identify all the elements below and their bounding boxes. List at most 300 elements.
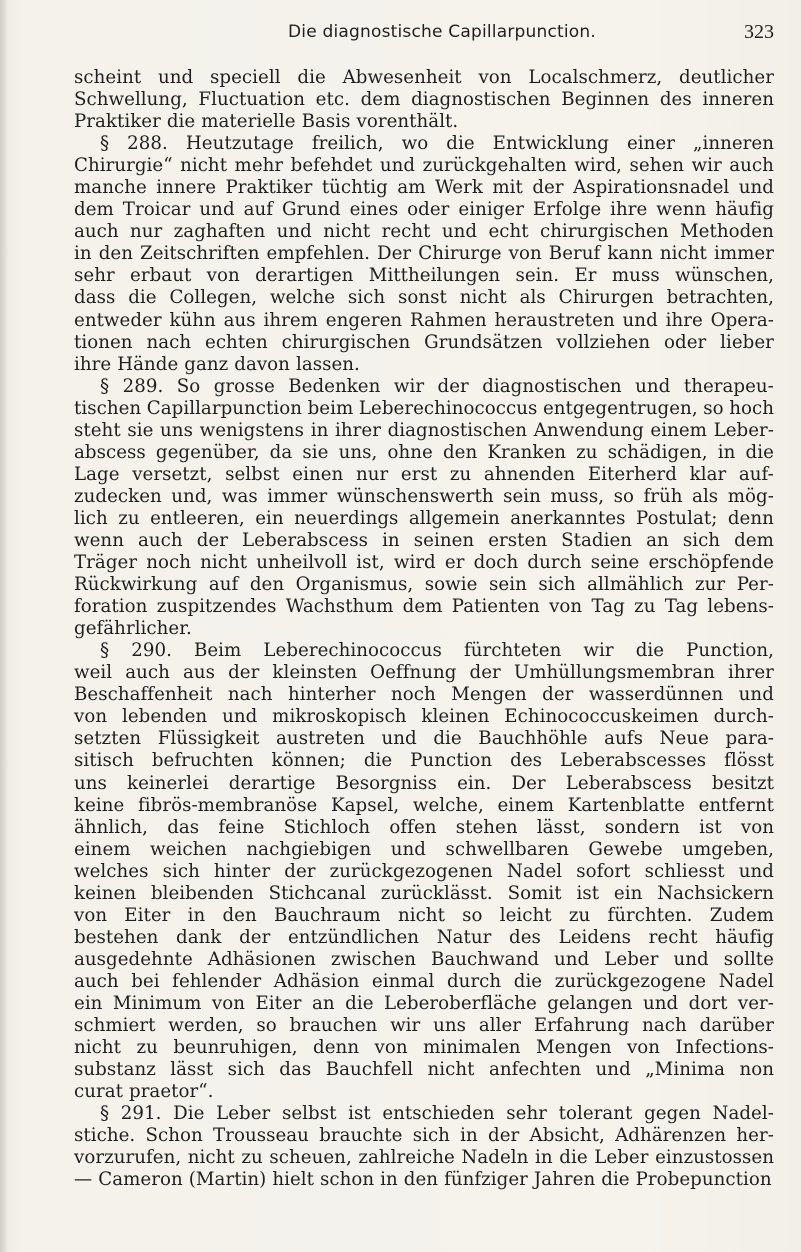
text-word: an	[312, 992, 335, 1014]
text-word: als	[692, 485, 719, 507]
text-word: lieber	[720, 331, 774, 353]
text-line	[74, 1037, 774, 1059]
text-line	[74, 442, 774, 464]
text-word: so	[613, 485, 634, 507]
text-word: ist	[699, 816, 722, 838]
text-word: abscess	[74, 441, 146, 463]
text-line	[74, 177, 774, 199]
text-word: noch	[391, 684, 436, 706]
text-word: in	[310, 419, 329, 441]
text-line	[74, 464, 774, 486]
text-word: §	[100, 640, 110, 662]
text-word: Erfahrung	[533, 1015, 630, 1037]
text-word: und	[381, 728, 417, 750]
text-word: chirurgischen	[539, 221, 669, 243]
text-word: versetzt,	[132, 463, 213, 485]
text-word: ersten	[488, 529, 548, 551]
text-line	[74, 354, 774, 376]
text-word: austreten	[276, 728, 365, 750]
text-word: wasserdünnen	[588, 684, 724, 706]
text-word: eines	[349, 199, 399, 221]
text-word: nach	[227, 684, 273, 706]
text-word: „Minima	[645, 1059, 726, 1081]
text-word: nicht	[323, 221, 371, 243]
text-word: ein	[255, 507, 284, 529]
text-word: Aspirationsnadel	[573, 177, 730, 199]
text-line	[74, 574, 774, 596]
text-line	[74, 376, 774, 398]
text-word: scheuen,	[269, 1147, 352, 1169]
text-word: Werk	[435, 177, 483, 199]
text-word: allgemein	[408, 507, 500, 529]
text-word: zurücklässt.	[380, 882, 493, 904]
text-word: „inneren	[692, 133, 774, 155]
text-word: welche	[269, 287, 336, 309]
text-word: ver-	[737, 992, 774, 1014]
text-word: Punction	[410, 750, 493, 772]
text-word: Capillarpunction	[146, 397, 303, 419]
text-word: leicht	[499, 904, 552, 926]
text-word: Schwellung,	[74, 89, 188, 111]
text-word: sie	[302, 441, 329, 463]
text-word: häufig	[715, 926, 774, 948]
text-line	[74, 883, 774, 905]
text-word: wenn	[656, 199, 707, 221]
text-word: Somit	[507, 882, 562, 904]
text-word: einmal	[371, 970, 435, 992]
text-word: sehr	[74, 265, 115, 287]
text-word: Er	[574, 265, 597, 287]
text-word: anfechten	[488, 1059, 582, 1081]
text-word: 290.	[131, 640, 172, 662]
text-word: von	[74, 904, 108, 926]
text-word: zurückgehalten	[422, 155, 567, 177]
text-word: 288.	[127, 133, 168, 155]
text-word: fürchteten	[463, 640, 562, 662]
text-word: einiger	[458, 199, 524, 221]
text-line	[74, 420, 774, 442]
text-word: ihre	[74, 353, 112, 375]
text-word: die	[363, 750, 393, 772]
text-word: Kapsel,	[331, 794, 400, 816]
text-word: kühn	[169, 309, 216, 331]
text-word: aus	[182, 662, 216, 684]
text-word: so	[462, 904, 483, 926]
text-line	[74, 199, 774, 221]
text-word: stehen	[455, 816, 518, 838]
text-word: Der	[376, 243, 412, 265]
text-word: zu	[118, 507, 140, 529]
text-word: Patienten	[451, 596, 540, 618]
text-word: auch	[138, 529, 183, 551]
text-word: zaghaften	[173, 221, 266, 243]
text-word: mikroskopisch	[272, 706, 407, 728]
text-word: deutlicher	[679, 67, 774, 88]
text-word: sitisch	[74, 750, 134, 772]
text-word: den	[249, 574, 285, 596]
text-word: hinterher	[287, 684, 376, 706]
text-line	[74, 1015, 774, 1037]
text-word: Organismus,	[295, 574, 414, 596]
text-word: Entwicklung	[492, 133, 609, 155]
text-word: nicht	[74, 1037, 121, 1059]
text-word: welches	[74, 860, 149, 882]
text-word: nur	[355, 463, 389, 485]
text-word: der	[532, 177, 564, 199]
text-word: freilich,	[311, 133, 384, 155]
text-word: vollziehen	[556, 331, 651, 353]
text-word: lässt	[170, 1059, 214, 1081]
text-word: So	[176, 375, 201, 397]
text-word: §	[100, 1103, 110, 1125]
text-word: dort	[688, 992, 728, 1014]
text-word: am	[397, 177, 426, 199]
text-word: einer	[626, 133, 675, 155]
text-word: und	[738, 860, 774, 882]
text-word: nicht	[187, 1147, 235, 1169]
text-word: Bauchhöhle	[478, 728, 588, 750]
text-line	[74, 905, 774, 927]
text-word: Nadel	[718, 970, 774, 992]
text-line	[74, 89, 774, 111]
text-word: hielt	[272, 1169, 314, 1191]
text-word: an	[646, 529, 669, 551]
text-word: Zeitschriften	[140, 243, 260, 265]
text-word: dem	[402, 596, 443, 618]
text-word: Methoden	[679, 221, 774, 243]
text-word: von	[206, 265, 240, 287]
text-word: und,	[171, 485, 213, 507]
text-word: schon	[320, 1169, 375, 1191]
text-word: Natur	[436, 926, 492, 948]
text-word: brauchen	[289, 1015, 378, 1037]
text-word: in	[460, 1125, 478, 1147]
text-word: denn	[727, 507, 774, 529]
text-word: Bauchraum	[273, 904, 381, 926]
text-word: Trousseau	[213, 1125, 309, 1147]
binding-shadow	[0, 0, 8, 1252]
text-word: Träger	[74, 552, 138, 574]
text-word: Nadel	[506, 860, 563, 882]
text-word: das	[167, 816, 200, 838]
text-word: Leber	[216, 1103, 271, 1125]
text-word: Leberabscesses	[559, 750, 707, 772]
text-word: in	[382, 529, 400, 551]
text-word: wir	[390, 1015, 421, 1037]
text-word: wir	[393, 375, 425, 397]
text-word: zu	[449, 463, 472, 485]
text-word: sein	[503, 485, 541, 507]
text-word: substanz	[74, 1059, 156, 1081]
text-word: der	[437, 375, 469, 397]
text-word: inneren	[702, 89, 774, 111]
text-word: von	[549, 596, 583, 618]
text-word: ahnenden	[483, 463, 576, 485]
text-word: Eiter	[124, 904, 171, 926]
text-word: des	[509, 926, 541, 948]
text-word: dem	[74, 199, 114, 221]
text-word: sollte	[723, 948, 774, 970]
text-word: und	[158, 67, 194, 88]
text-word: wenn	[74, 529, 124, 551]
text-line	[74, 1081, 774, 1103]
text-word: uns	[433, 1015, 467, 1037]
text-word: Bedenken	[288, 375, 381, 397]
text-word: schmiert	[74, 1015, 156, 1037]
text-word: echten	[205, 331, 268, 353]
text-word: Leidens	[558, 926, 632, 948]
text-word: immer	[713, 243, 774, 265]
text-word: von	[74, 706, 108, 728]
text-word: Chirurgen	[558, 287, 654, 309]
text-word: befehdet	[290, 155, 373, 177]
text-word: Erfolge	[532, 199, 602, 221]
text-word: Mengen	[451, 684, 527, 706]
text-word: in	[717, 441, 736, 463]
text-word: können;	[271, 750, 346, 772]
text-word: den	[98, 243, 133, 265]
text-word: manche	[74, 177, 147, 199]
text-word: Kartenblatte	[567, 794, 685, 816]
text-word: recht	[648, 926, 698, 948]
text-word: die	[128, 287, 157, 309]
text-word: gegen	[644, 1103, 701, 1125]
text-word: ihrer	[335, 419, 381, 441]
text-word: entfernt	[698, 794, 774, 816]
text-line	[74, 287, 774, 309]
text-word: sondern	[604, 816, 680, 838]
text-line	[74, 684, 774, 706]
text-word: 291.	[120, 1103, 162, 1125]
text-word: sehen	[629, 155, 685, 177]
text-word: die	[166, 111, 196, 133]
text-word: auf-	[738, 463, 774, 485]
text-word: beim	[307, 397, 354, 419]
text-word: in	[187, 904, 206, 926]
text-word: durch	[446, 970, 502, 992]
text-line	[74, 596, 774, 618]
text-word: immer	[267, 485, 328, 507]
text-word: und	[738, 684, 774, 706]
text-word: Oeffnung	[370, 662, 457, 684]
text-word: ist	[576, 882, 600, 904]
text-word: entleeren,	[150, 507, 245, 529]
text-word: ein.	[457, 772, 492, 794]
text-word: zurückgezogenen	[329, 860, 493, 882]
text-word: Neue	[659, 728, 709, 750]
text-word: keinen	[74, 882, 137, 904]
text-word: auch	[125, 662, 170, 684]
text-word: Gewebe	[588, 838, 663, 860]
text-word: von	[740, 816, 774, 838]
text-word: brauchte	[319, 1125, 403, 1147]
text-word: sich	[227, 1059, 265, 1081]
text-word: (Martin)	[188, 1169, 267, 1191]
text-word: sein	[489, 574, 527, 596]
text-word: und	[222, 706, 258, 728]
text-word: lich	[74, 507, 108, 529]
text-word: und	[390, 838, 426, 860]
text-word: Infections-	[675, 1037, 774, 1059]
text-word: zuspitzendes	[156, 596, 277, 618]
text-word: noch	[146, 552, 191, 574]
text-word: schwellbaren	[445, 838, 569, 860]
text-word: nicht	[459, 287, 507, 309]
text-word: Rückwirkung	[74, 574, 198, 596]
text-word: Beim	[193, 640, 242, 662]
text-word: sowie	[424, 574, 478, 596]
page-body-text	[74, 67, 774, 1191]
text-word: seinen	[413, 529, 475, 551]
text-word: wir	[691, 155, 722, 177]
text-word: praetor“.	[129, 1081, 214, 1103]
text-word: wenigstens	[199, 419, 305, 441]
text-word: umgeben,	[682, 838, 774, 860]
text-word: Chirurgie“	[74, 155, 173, 177]
text-line	[74, 861, 774, 883]
text-line	[74, 839, 774, 861]
text-word: engeren	[325, 309, 403, 331]
text-word: ganz	[184, 353, 229, 375]
text-word: der	[239, 926, 271, 948]
text-word: gegenüber,	[155, 441, 260, 463]
text-word: chirurgischen	[281, 331, 411, 353]
text-word: selbst	[225, 463, 280, 485]
text-word: aller	[478, 1015, 522, 1037]
text-word: erbaut	[130, 265, 192, 287]
text-word: der	[469, 662, 501, 684]
text-word: lebens-	[707, 596, 774, 618]
text-word: zu	[241, 1147, 263, 1169]
text-word: derartige	[228, 772, 316, 794]
text-word: Stichloch	[283, 816, 371, 838]
text-word: muss,	[550, 485, 605, 507]
text-word: Mittheilungen	[368, 265, 501, 287]
text-word: zur	[695, 574, 726, 596]
running-title: Die diagnostische Capillarpunction.	[288, 22, 596, 42]
text-word: Rahmen	[410, 309, 487, 331]
text-word: dem	[734, 529, 774, 551]
text-word: ein	[74, 992, 103, 1014]
text-word: minimalen	[423, 1037, 521, 1059]
text-word: sich	[682, 529, 721, 551]
text-word: diagnostischen	[387, 419, 528, 441]
text-word: §	[100, 375, 110, 397]
text-word: befruchten	[151, 750, 254, 772]
text-word: speciell	[210, 67, 281, 88]
text-word: Heutzutage	[185, 133, 294, 155]
text-word: muss	[611, 265, 660, 287]
text-word: und	[622, 309, 658, 331]
text-line	[74, 221, 774, 243]
text-word: und	[199, 199, 235, 221]
text-word: dass	[74, 287, 116, 309]
text-word: ähnlich,	[74, 816, 148, 838]
text-line	[74, 1169, 774, 1191]
text-word: nach	[146, 331, 192, 353]
text-word: aus	[223, 309, 256, 331]
text-word: Leberoberfläche	[383, 992, 537, 1014]
text-word: ist,	[356, 552, 385, 574]
text-word: einem	[74, 838, 131, 860]
text-word: die	[446, 133, 475, 155]
text-word: nur	[130, 221, 163, 243]
text-word: flösst	[724, 750, 774, 772]
text-word: Grund	[282, 199, 341, 221]
text-word: Beruf	[548, 243, 601, 265]
text-word: einzustossen	[655, 1147, 774, 1169]
text-word: empfehlen.	[266, 243, 370, 265]
text-word: Zudem	[709, 904, 774, 926]
text-line	[74, 927, 774, 949]
text-line	[74, 795, 774, 817]
text-word: etc.	[315, 89, 350, 111]
text-word: Beschaffenheit	[74, 684, 213, 706]
text-word: mög-	[727, 485, 774, 507]
text-word: innere	[156, 177, 217, 199]
text-word: Anwendung	[533, 419, 644, 441]
text-word: Die	[173, 1103, 205, 1125]
text-line	[74, 817, 774, 839]
text-word: nicht	[427, 1059, 475, 1081]
text-word: Besorgniss	[335, 772, 437, 794]
text-word: bleibenden	[150, 882, 254, 904]
text-word: den	[403, 1169, 439, 1191]
text-word: wird	[393, 552, 436, 574]
text-word: betrachten,	[666, 287, 774, 309]
text-word: und	[554, 948, 590, 970]
text-word: fehlender	[172, 970, 262, 992]
text-word: der	[228, 662, 260, 684]
text-word: sich	[412, 1125, 450, 1147]
text-word: ihrer	[727, 662, 774, 684]
text-word: Stadien	[561, 529, 633, 551]
text-word: Wachsthum	[285, 596, 394, 618]
text-word: ist	[348, 1103, 371, 1125]
text-word: gelangen	[547, 992, 633, 1014]
text-word: 289.	[122, 375, 164, 397]
text-word: ihrem	[263, 309, 318, 331]
text-word: Leber	[594, 1147, 649, 1169]
text-word: lebenden	[121, 706, 208, 728]
text-word: scheint	[74, 67, 142, 88]
text-line	[74, 728, 774, 750]
text-word: durch	[527, 552, 582, 574]
text-word: erschöpfende	[648, 552, 774, 574]
text-word: anerkanntes	[510, 507, 626, 529]
text-word: Cameron	[98, 1169, 183, 1191]
text-word: uns	[160, 419, 193, 441]
text-word: entgegentrugen,	[542, 397, 698, 419]
text-word: Localschmerz,	[528, 67, 663, 88]
text-word: seine	[590, 552, 640, 574]
text-word: nicht	[200, 552, 248, 574]
text-word: neuerdings	[294, 507, 399, 529]
text-word: Eiter	[255, 992, 302, 1014]
text-word: auf	[208, 574, 239, 596]
text-word: kann	[607, 243, 653, 265]
text-line	[74, 993, 774, 1015]
text-word: sich	[538, 574, 576, 596]
text-word: setzten	[74, 728, 142, 750]
text-word: vorenthält.	[356, 111, 459, 133]
text-word: entzündlichen	[287, 926, 420, 948]
text-word: von	[508, 243, 542, 265]
text-word: Praktiker	[74, 111, 161, 133]
text-word: der	[284, 860, 316, 882]
text-line	[74, 662, 774, 684]
text-word: häufig	[715, 199, 774, 221]
